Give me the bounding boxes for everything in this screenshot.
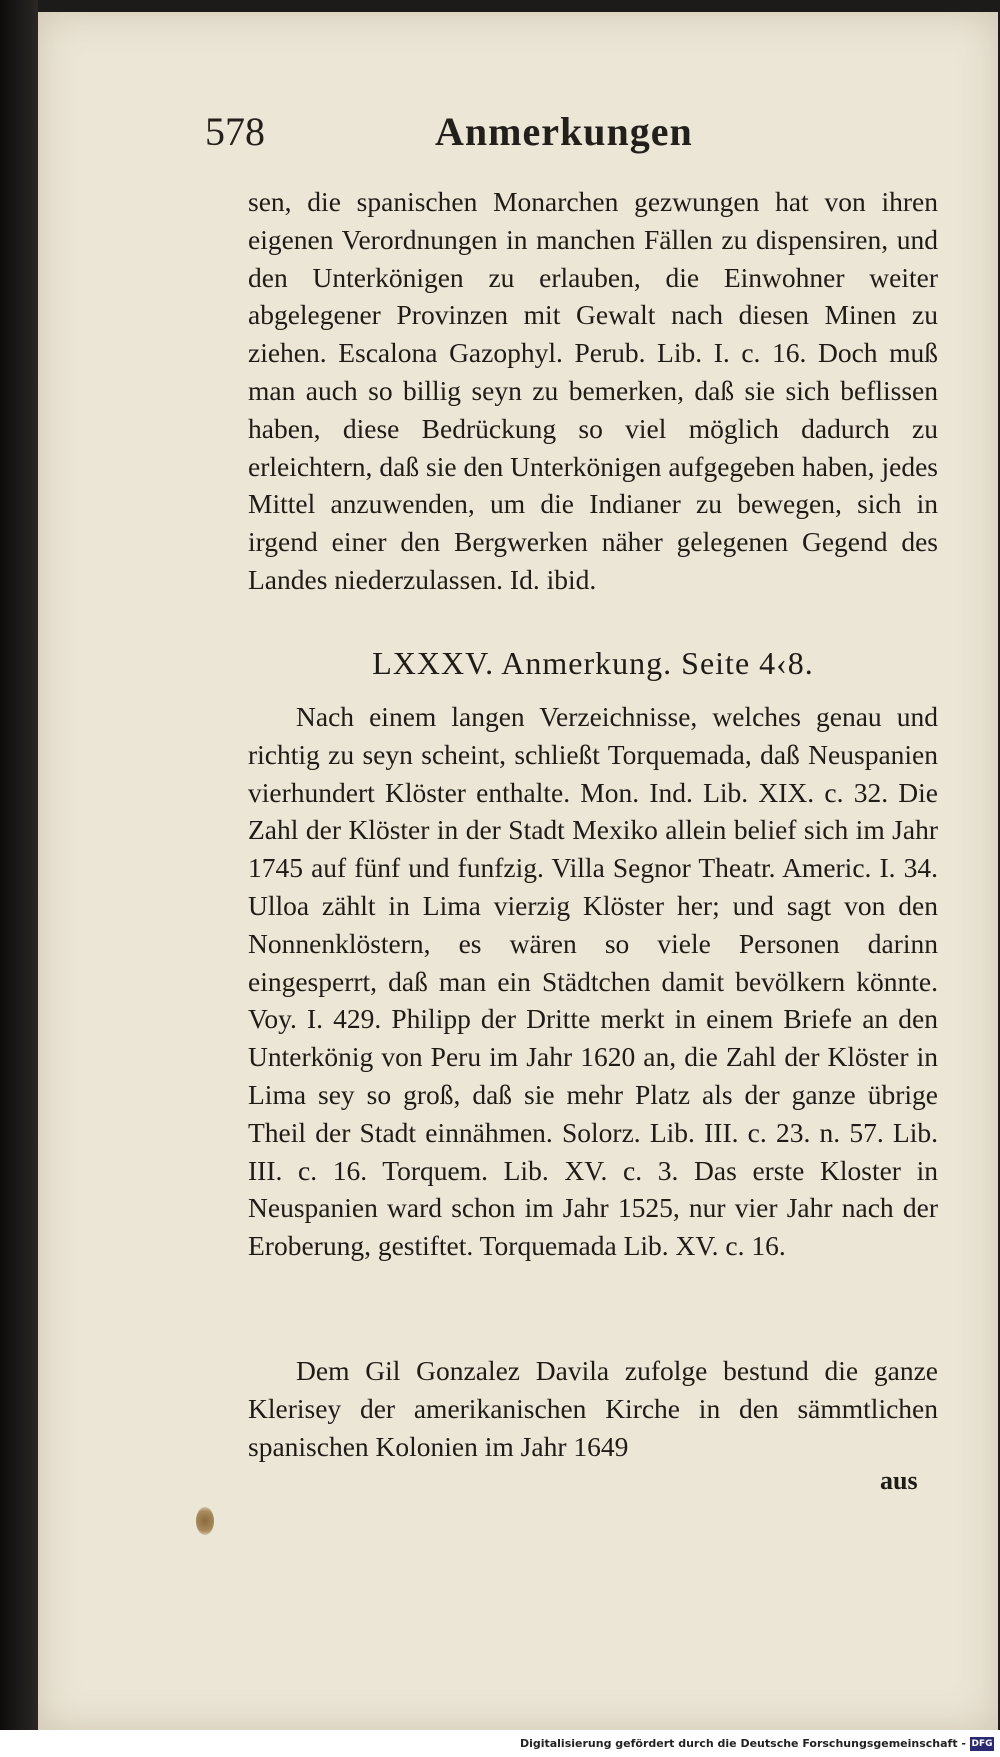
page-header [205, 108, 725, 160]
page-number: 578 [205, 109, 265, 154]
paragraph-continuation: sen, die spanischen Monarchen gezwungen hat von ihren eigenen Verordnungen in manchen Fällen zu dispensiren, und den Unterkönigen zu erlauben, die Einwohner weiter abgelegener Provinzen mit Gewalt nach diesen Minen zu ziehen. Escalona Gazophyl. Perub. Lib. I. c. 16. Doch muß man auch so billig seyn zu bemerken, daß sie sich beflissen haben, diese Bedrückung so viel möglich dadurch zu erleichtern, daß sie den Unterkönigen aufgegeben haben, jedes Mittel anzuwenden, um die Indianer zu bewegen, sich in irgend einer den Bergwerken näher gelegenen Gegend des Landes niederzulassen. Id. ibid. [248, 186, 938, 595]
running-head: Anmerkungen [435, 109, 693, 154]
section-heading: LXXXV. Anmerkung. Seite 4‹8. [372, 645, 814, 681]
scan-left-edge [0, 0, 38, 1757]
paragraph-monasteries: Nach einem langen Verzeichnisse, welches genau und richtig zu seyn scheint, schließt Torquemada, daß Neuspanien vierhundert Klöster enthalte. Mon. Ind. Lib. XIX. c. 32. Die Zahl der Klöster in der Stadt Mexiko allein belief sich im Jahr 1745 auf fünf und funfzig. Villa Segnor Theatr. Americ. I. 34. Ulloa zählt in Lima vierzig Klöster her; und sagt von den Nonnenklöstern, es wären so viele Personen darinn eingesperrt, daß man ein Städtchen damit bevölkern könnte. Voy. I. 429. Philipp der Dritte merkt in einem Briefe an den Unterkönig von Peru im Jahr 1620 an, die Zahl der Klöster in Lima sey so groß, daß sie mehr Platz als der ganze übrige Theil der Stadt einnähmen. Solorz. Lib. III. c. 23. n. 57. Lib. III. c. 16. Torquem. Lib. XV. c. 3. Das erste Kloster in Neuspanien ward schon im Jahr 1525, nur vier Jahr nach der Eroberung, gestiftet. Torquemada Lib. XV. c. 16. [248, 701, 938, 1262]
paper-stain [196, 1507, 214, 1535]
paragraph-clergy: Dem Gil Gonzalez Davila zufolge bestund die ganze Klerisey der amerikanischen Kirche in den sämmtlichen spanischen Kolonien im Jahr 1649 [248, 1355, 938, 1462]
dfg-logo-icon: DFG [971, 1739, 993, 1749]
catchword: aus [880, 1466, 918, 1495]
funding-credit: Digitalisierung gefördert durch die Deutsche Forschungsgemeinschaft - [519, 1737, 966, 1750]
